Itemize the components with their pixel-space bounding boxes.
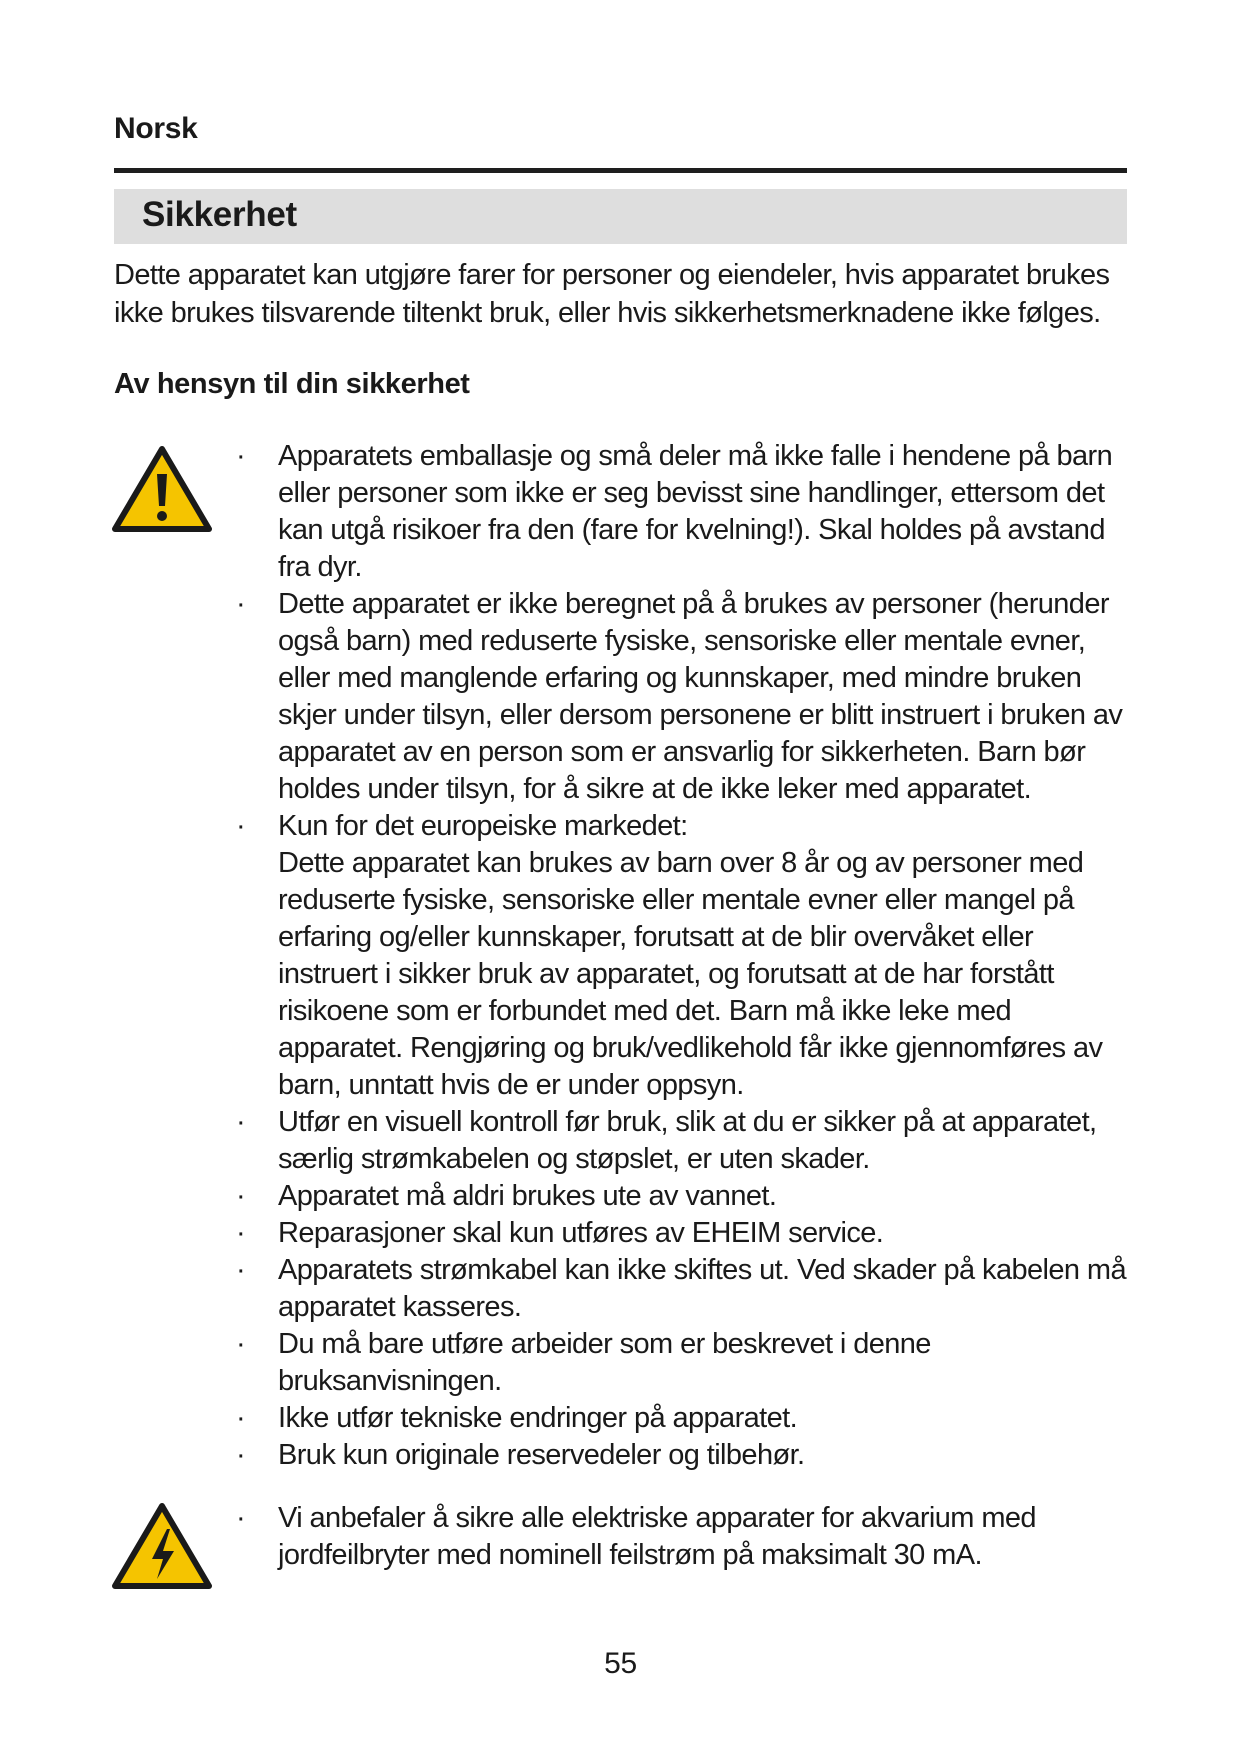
bullet-dot: · (236, 810, 246, 842)
bullet-dot: · (236, 1402, 246, 1434)
list-item (236, 1215, 1136, 1252)
list-item-text: Apparatets emballasje og små deler må ikke falle i hendene på barn eller personer som ikke er seg bevisst sine handlinger, ettersom det kan utgå risikoer fra den (fare for kvelning!). Skal holdes på avstand fra dyr. (278, 440, 1113, 583)
bullet-dot: · (236, 1439, 246, 1471)
list-item-text: Du må bare utføre arbeider som er beskrevet i denne bruksanvisningen. (278, 1328, 931, 1397)
list-item (236, 808, 1136, 845)
list-item (236, 1252, 1136, 1326)
language-label: Norsk (114, 112, 198, 145)
list-item (236, 1437, 1136, 1474)
list-item (236, 1500, 1136, 1574)
bullet-dot: · (236, 1180, 246, 1212)
bullet-dot: · (236, 588, 246, 620)
electrical-safety-list (236, 1500, 1136, 1574)
list-item (236, 438, 1136, 586)
list-item-text: Dette apparatet kan brukes av barn over 8 år og av personer med reduserte fysiske, sensoriske eller mentale evner eller mangel på erfaring og/eller kunnskaper, forutsatt at de blir overvåket eller instruert i sikker bruk av apparatet, og forutsatt at de har forstått risikoene som er forbundet med det. Barn må ikke leke med apparatet. Rengjøring og bruk/vedlikehold får ikke gjennomføres av barn, unntatt hvis de er under oppsyn. (278, 847, 1103, 1101)
list-item-text: Apparatets strømkabel kan ikke skiftes ut. Ved skader på kabelen må apparatet kasseres. (278, 1254, 1126, 1323)
page-number: 55 (604, 1647, 637, 1680)
list-item (236, 1400, 1136, 1437)
safety-list (236, 438, 1136, 1474)
subheading: Av hensyn til din sikkerhet (114, 368, 470, 400)
warning-exclamation-icon (112, 446, 212, 532)
list-item-text: Reparasjoner skal kun utføres av EHEIM service. (278, 1217, 884, 1249)
list-item-text: Kun for det europeiske markedet: (278, 810, 688, 842)
list-item-continuation (236, 845, 1136, 1104)
section-title: Sikkerhet (142, 195, 297, 234)
list-item (236, 1326, 1136, 1400)
bullet-dot: · (236, 440, 246, 472)
bullet-dot: · (236, 1254, 246, 1286)
list-item (236, 1104, 1136, 1178)
header-divider (114, 168, 1127, 173)
intro-paragraph: Dette apparatet kan utgjøre farer for personer og eiendeler, hvis apparatet brukes ikke brukes tilsvarende tiltenkt bruk, eller hvis sikkerhetsmerknadene ikke følges. (114, 259, 1110, 329)
list-item (236, 1178, 1136, 1215)
list-item-text: Vi anbefaler å sikre alle elektriske apparater for akvarium med jordfeilbryter med nominell feilstrøm på maksimalt 30 mA. (278, 1502, 1036, 1571)
list-item-text: Ikke utfør tekniske endringer på apparatet. (278, 1402, 798, 1434)
section-header-bar (114, 189, 1127, 244)
list-item (236, 586, 1136, 808)
warning-lightning-icon (112, 1503, 212, 1589)
list-item-text: Utfør en visuell kontroll før bruk, slik at du er sikker på at apparatet, særlig strømkabelen og støpslet, er uten skader. (278, 1106, 1097, 1175)
bullet-dot: · (236, 1328, 246, 1360)
bullet-dot: · (236, 1106, 246, 1138)
bullet-dot: · (236, 1217, 246, 1249)
list-item-text: Bruk kun originale reservedeler og tilbehør. (278, 1439, 805, 1471)
bullet-dot: · (236, 1502, 246, 1534)
list-item-text: Dette apparatet er ikke beregnet på å brukes av personer (herunder også barn) med reduserte fysiske, sensoriske eller mentale evner, eller med manglende erfaring og kunnskaper, med mindre bruken skjer under tilsyn, eller dersom personene er blitt instruert i bruken av apparatet av en person som er ansvarlig for sikkerheten. Barn bør holdes under tilsyn, for å sikre at de ikke leker med apparatet. (278, 588, 1123, 805)
list-item-text: Apparatet må aldri brukes ute av vannet. (278, 1180, 777, 1212)
